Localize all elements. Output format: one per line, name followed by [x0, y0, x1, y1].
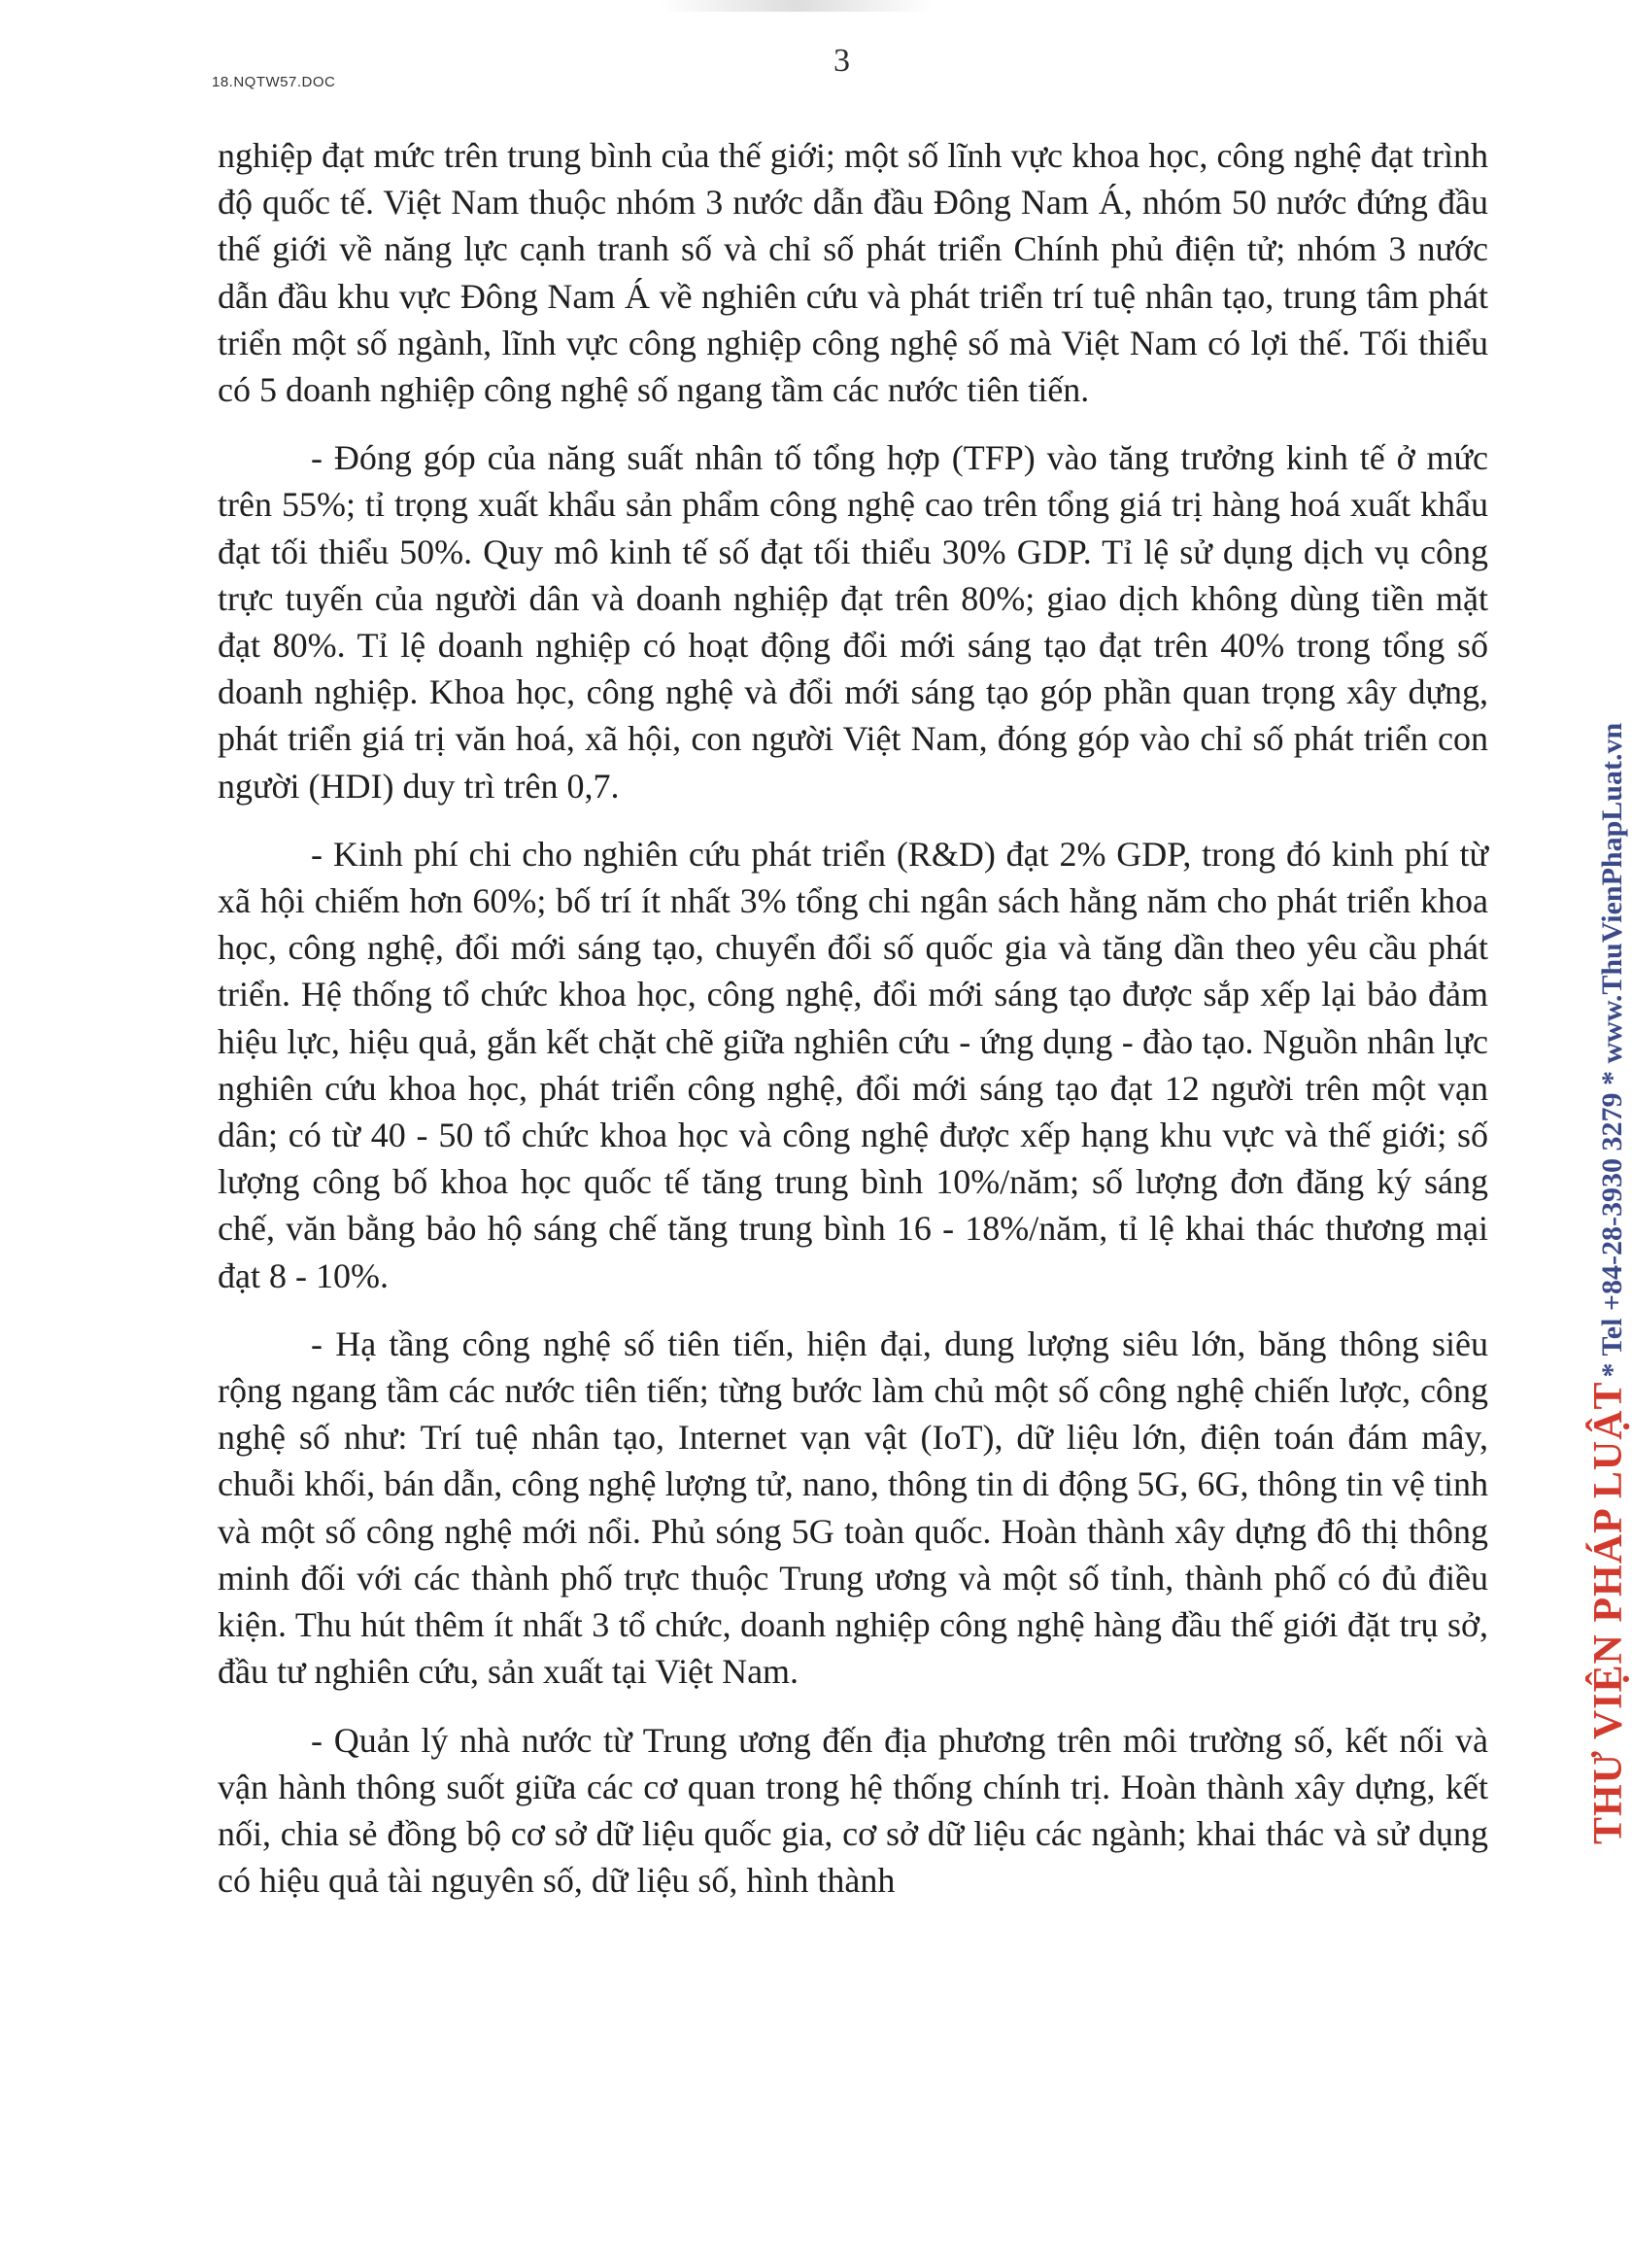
paragraph-3: - Kinh phí chi cho nghiên cứu phát triển (R&D) đạt 2% GDP, trong đó kinh phí từ xã hội chiếm hơn 60%; bố trí ít nhất 3% tổng chi ngân sách hằng năm cho phát triển khoa học, công nghệ, đổi mới sáng tạo, chuyển đổi số quốc gia và tăng dần theo yêu cầu phát triển. Hệ thống tổ chức khoa học, công nghệ, đổi mới sáng tạo được sắp xếp lại bảo đảm hiệu lực, hiệu quả, gắn kết chặt chẽ giữa nghiên cứu - ứng dụng - đào tạo. Nguồn nhân lực nghiên cứu khoa học, phát triển công nghệ, đổi mới sáng tạo đạt 12 người trên một vạn dân; có từ 40 - 50 tổ chức khoa học và công nghệ được xếp hạng khu vực và thế giới; số lượng công bố khoa học quốc tế tăng trung bình 10%/năm; số lượng đơn đăng ký sáng chế, văn bằng bảo hộ sáng chế tăng trung bình 16 - 18%/năm, tỉ lệ khai thác thương mại đạt 8 - 10%. — [218, 834, 1488, 1295]
paragraph-4: - Hạ tầng công nghệ số tiên tiến, hiện đại, dung lượng siêu lớn, băng thông siêu rộng ngang tầm các nước tiên tiến; từng bước làm chủ một số công nghệ chiến lược, công nghệ số như: Trí tuệ nhân tạo, Internet vạn vật (IoT), dữ liệu lớn, điện toán đám mây, chuỗi khối, bán dẫn, công nghệ lượng tử, nano, thông tin di động 5G, 6G, thông tin vệ tinh và một số công nghệ mới nổi. Phủ sóng 5G toàn quốc. Hoàn thành xây dựng đô thị thông minh đối với các thành phố trực thuộc Trung ương và một số tỉnh, thành phố có đủ điều kiện. Thu hút thêm ít nhất 3 tổ chức, doanh nghiệp công nghệ hàng đầu thế giới đặt trụ sở, đầu tư nghiên cứu, sản xuất tại Việt Nam. — [218, 1323, 1488, 1692]
body-text — [218, 132, 1488, 1925]
watermark-brand: THƯ VIỆN PHÁP LUẬT — [1586, 1381, 1631, 1844]
watermark-contact: * Tel +84-28-3930 3279 * www.ThuVienPhapLuat.vn — [1596, 722, 1628, 1378]
page-number: 3 — [833, 43, 850, 79]
paragraph-5: - Quản lý nhà nước từ Trung ương đến địa phương trên môi trường số, kết nối và vận hành thông suốt giữa các cơ quan trong hệ thống chính trị. Hoàn thành xây dựng, kết nối, chia sẻ đồng bộ cơ sở dữ liệu quốc gia, cơ sở dữ liệu các ngành; khai thác và sử dụng có hiệu quả tài nguyên số, dữ liệu số, hình thành — [218, 1720, 1488, 1901]
paragraph-1: nghiệp đạt mức trên trung bình của thế giới; một số lĩnh vực khoa học, công nghệ đạt trình độ quốc tế. Việt Nam thuộc nhóm 3 nước dẫn đầu Đông Nam Á, nhóm 50 nước đứng đầu thế giới về năng lực cạnh tranh số và chỉ số phát triển Chính phủ điện tử; nhóm 3 nước dẫn đầu khu vực Đông Nam Á về nghiên cứu và phát triển trí tuệ nhân tạo, trung tâm phát triển một số ngành, lĩnh vực công nghiệp công nghệ số mà Việt Nam có lợi thế. Tối thiểu có 5 doanh nghiệp công nghệ số ngang tầm các nước tiên tiến. — [218, 136, 1488, 410]
watermark — [1585, 723, 1632, 1844]
scan-artifact — [661, 0, 933, 12]
paragraph-2: - Đóng góp của năng suất nhân tố tổng hợp (TFP) vào tăng trưởng kinh tế ở mức trên 55%; tỉ trọng xuất khẩu sản phẩm công nghệ cao trên tổng giá trị hàng hoá xuất khẩu đạt tối thiểu 50%. Quy mô kinh tế số đạt tối thiểu 30% GDP. Tỉ lệ sử dụng dịch vụ công trực tuyến của người dân và doanh nghiệp đạt trên 80%; giao dịch không dùng tiền mặt đạt 80%. Tỉ lệ doanh nghiệp có hoạt động đổi mới sáng tạo đạt trên 40% trong tổng số doanh nghiệp. Khoa học, công nghệ và đổi mới sáng tạo góp phần quan trọng xây dựng, phát triển giá trị văn hoá, xã hội, con người Việt Nam, đóng góp vào chỉ số phát triển con người (HDI) duy trì trên 0,7. — [218, 438, 1488, 806]
file-label: 18.NQTW57.DOC — [212, 74, 336, 90]
